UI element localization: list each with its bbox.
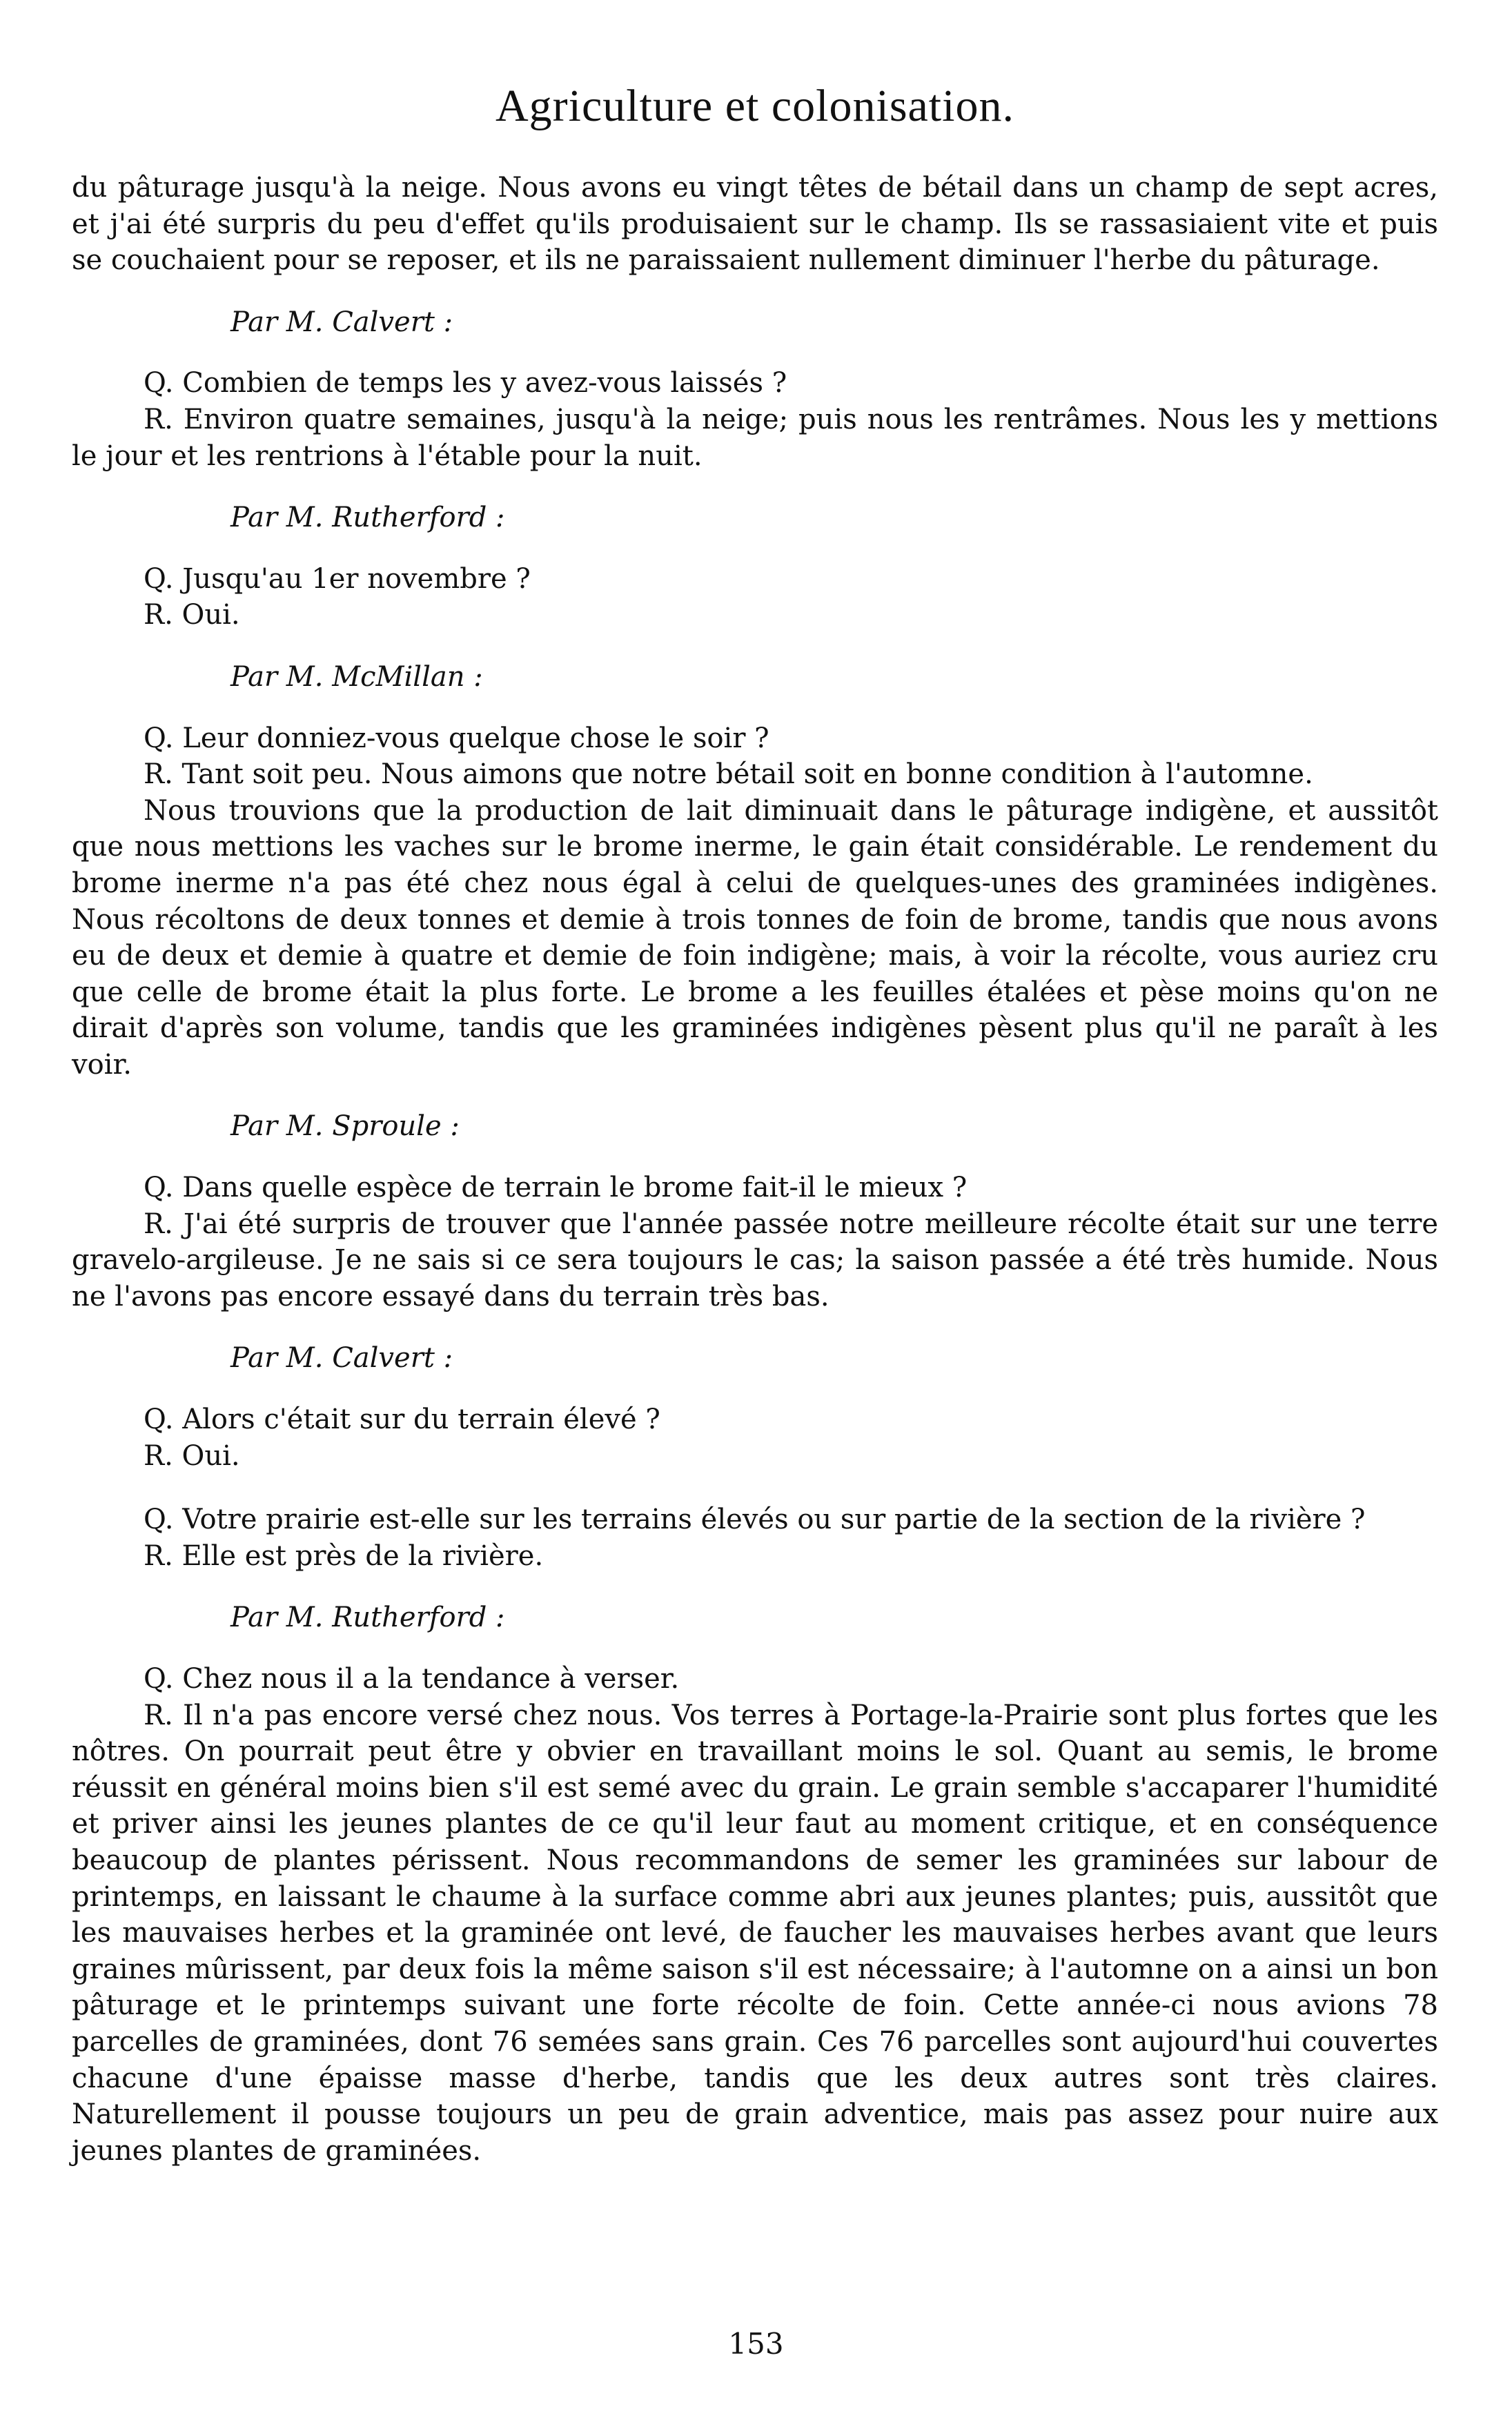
- spacer: [72, 1474, 1438, 1502]
- page-number: 153: [728, 2327, 784, 2361]
- paragraph: du pâturage jusqu'à la neige. Nous avons eu vingt têtes de bétail dans un champ de sept acres, et j'ai été surpris du peu d'effet qu'ils produisaient sur le champ. Ils se rassasiaient vite et puis se couchaient pour se reposer, et ils ne paraissaient nullement diminuer l'herbe du pâturage.: [72, 172, 1438, 277]
- speaker-label: Par M. Calvert :: [230, 306, 453, 338]
- question: Q. Alors c'était sur du terrain élevé ?: [144, 1404, 660, 1436]
- question: Q. Votre prairie est-elle sur les terrains élevés ou sur partie de la section de la rivière ?: [144, 1504, 1366, 1536]
- question: Q. Dans quelle espèce de terrain le brome fait-il le mieux ?: [144, 1172, 968, 1204]
- answer: R. Environ quatre semaines, jusqu'à la neige; puis nous les rentrâmes. Nous les y mettions le jour et les rentrions à l'étable pour la nuit.: [72, 403, 1438, 472]
- page-title: Agriculture et colonisation.: [495, 81, 1014, 131]
- answer: R. Tant soit peu. Nous aimons que notre bétail soit en bonne condition à l'automne.: [144, 758, 1313, 791]
- paragraph: Nous trouvions que la production de lait diminuait dans le pâturage indigène, et aussitôt que nous mettions les vaches sur le brome inerme, le gain était considérable. Le rendement du brome inerme n'a pas été chez nous égal à celui de quelques-unes des graminées indigènes. Nous récoltons de deux tonnes et demie à trois tonnes de foin de brome, tandis que nous avons eu de deux et demie à quatre et demie de foin indigène; mais, à voir la récolte, vous auriez cru que celle de brome était la plus forte. Le brome a les feuilles étalées et pèse moins qu'on ne dirait d'après son volume, tandis que les graminées indigènes pèsent plus qu'il ne paraît à les voir.: [72, 794, 1438, 1081]
- speaker-label: Par M. Calvert :: [230, 1342, 453, 1375]
- speaker-label: Par M. McMillan :: [230, 660, 483, 693]
- speaker-label: Par M. Sproule :: [230, 1110, 460, 1143]
- question: Q. Leur donniez-vous quelque chose le soir ?: [144, 722, 769, 754]
- page-content: [72, 41, 1438, 2169]
- question: Q. Chez nous il a la tendance à verser.: [144, 1663, 680, 1695]
- answer: R. Oui.: [144, 1439, 240, 1472]
- answer: R. Il n'a pas encore versé chez nous. Vos terres à Portage-la-Prairie sont plus fortes que les nôtres. On pourrait peut être y obvier en travaillant moins le sol. Quant au semis, le brome réussit en général moins bien s'il est semé avec du grain. Le grain semble s'accaparer l'humidité et priver ainsi les jeunes plantes de ce qu'il leur faut au moment critique, et en conséquence beaucoup de plantes périssent. Nous recommandons de semer les graminées sur labour de printemps, en laissant le chaume à la surface comme abri aux jeunes plantes; puis, aussitôt que les mauvaises herbes et la graminée ont levé, de faucher les mauvaises herbes avant que leurs graines mûrissent, par deux fois la même saison s'il est nécessaire; à l'automne on a ainsi un bon pâturage et le printemps suivant une forte récolte de foin. Cette année-ci nous avions 78 parcelles de graminées, dont 76 semées sans grain. Ces 76 parcelles sont aujourd'hui couvertes chacune d'une épaisse masse d'herbe, tandis que les deux autres sont très claires. Naturellement il pousse toujours un peu de grain adventice, mais pas assez pour nuire aux jeunes plantes de graminées.: [72, 1699, 1438, 2167]
- speaker-label: Par M. Rutherford :: [230, 502, 505, 534]
- speaker-label: Par M. Rutherford :: [230, 1602, 505, 1634]
- answer: R. Oui.: [144, 599, 240, 631]
- answer: R. Elle est près de la rivière.: [144, 1540, 544, 1572]
- question: Q. Combien de temps les y avez-vous laissés ?: [144, 367, 787, 400]
- question: Q. Jusqu'au 1er novembre ?: [144, 562, 531, 595]
- answer: R. J'ai été surpris de trouver que l'année passée notre meilleure récolte était sur une terre gravelo-argileuse. Je ne sais si ce sera toujours le cas; la saison passée a été très humide. Nous ne l'avons pas encore essayé dans du terrain très bas.: [72, 1208, 1438, 1312]
